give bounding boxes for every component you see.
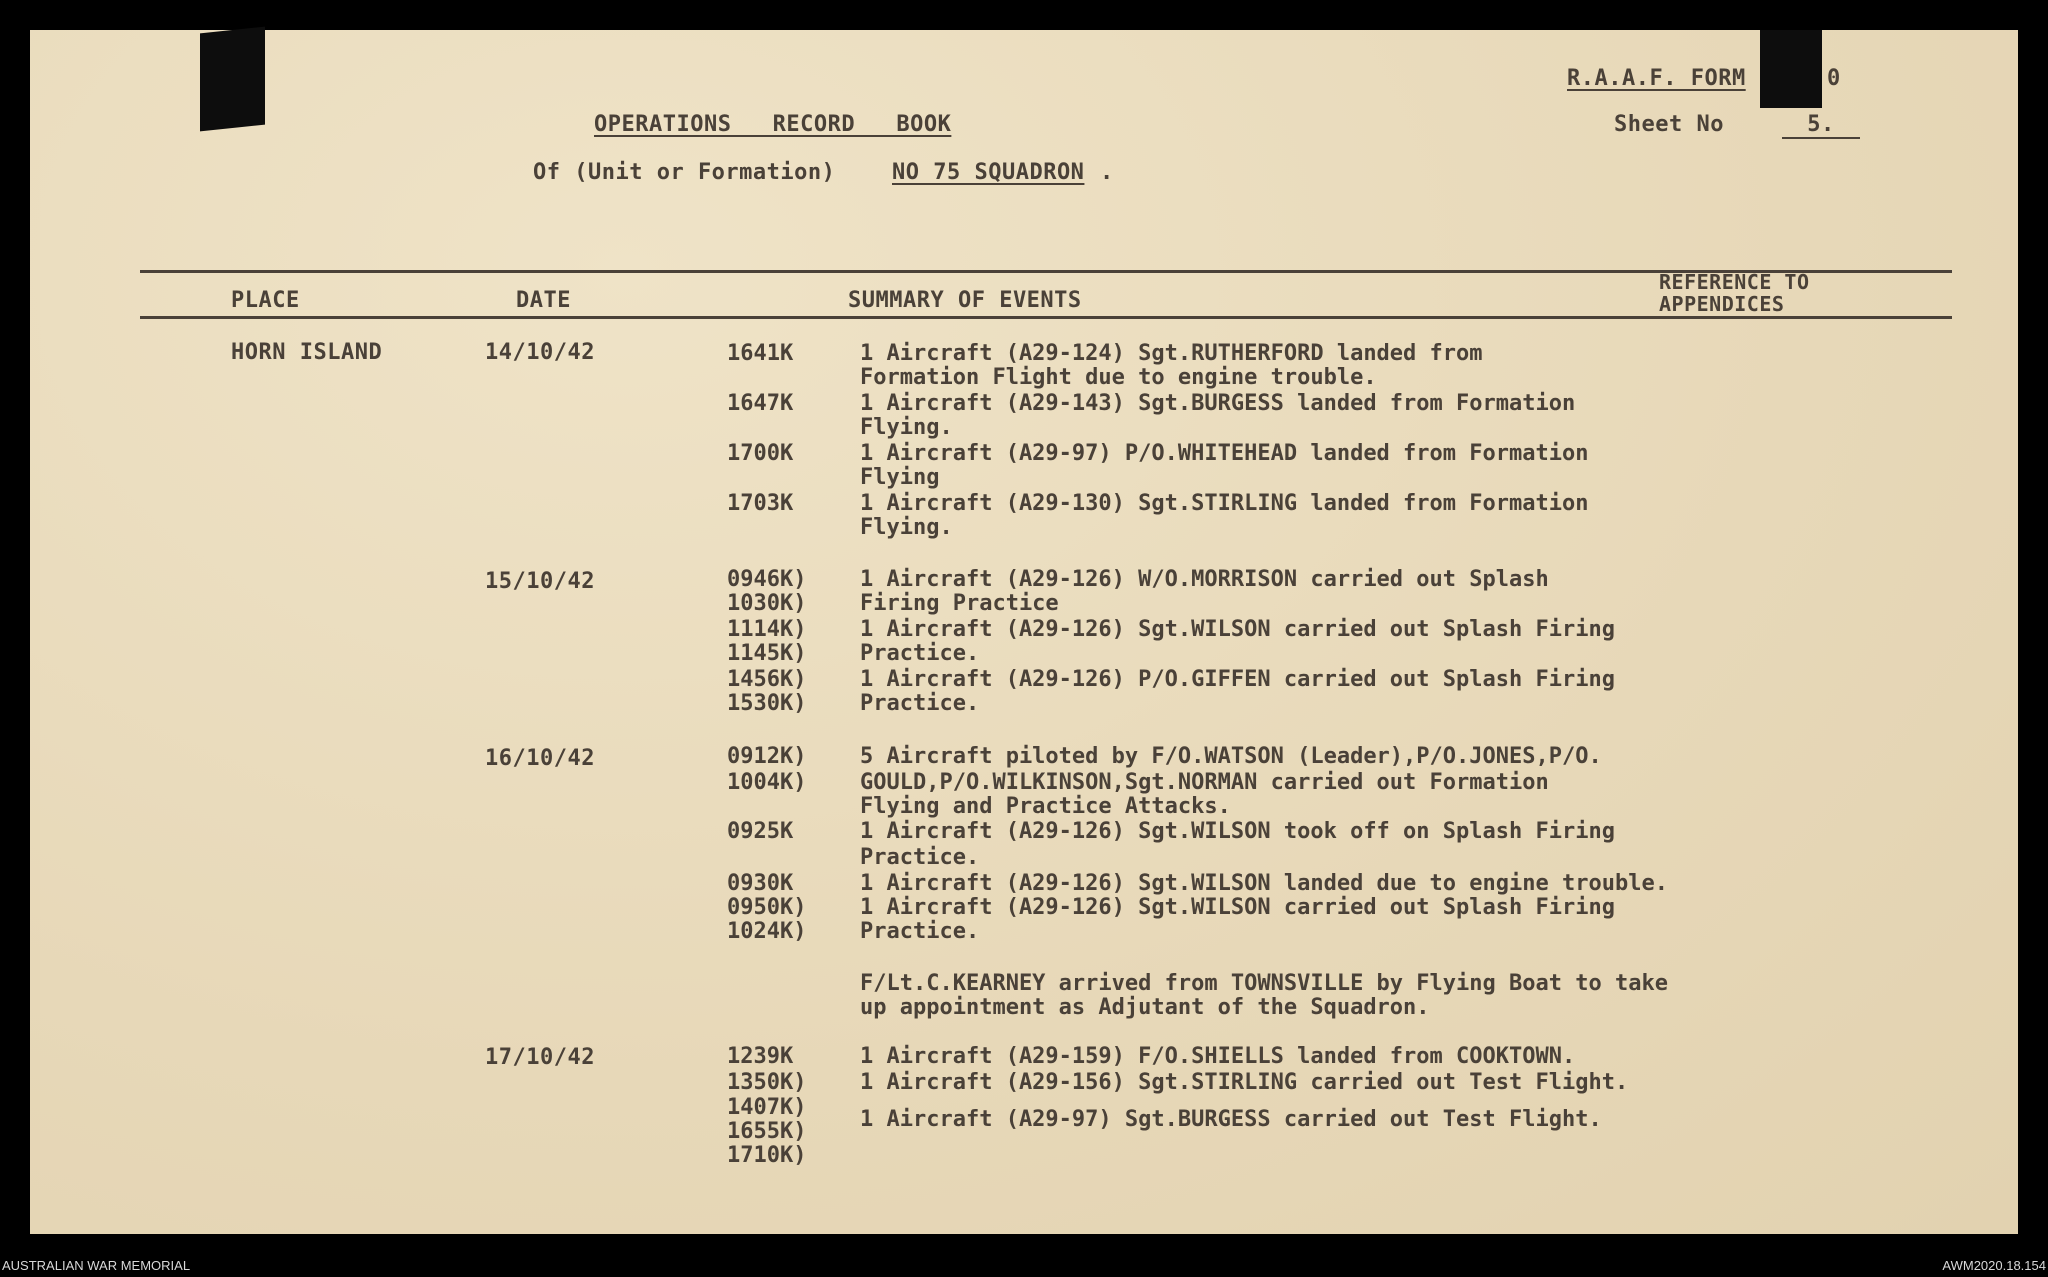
event-line: Practice.	[860, 641, 980, 666]
date-entry: 14/10/42	[485, 340, 595, 365]
record-sheet	[30, 30, 2018, 1234]
time-entry: 1004K)	[727, 770, 807, 795]
time-entry: 1456K)	[727, 667, 807, 692]
tape-left	[200, 27, 265, 132]
time-entry: 0950K)	[727, 895, 807, 920]
event-line: GOULD,P/O.WILKINSON,Sgt.NORMAN carried out Formation	[860, 770, 1549, 795]
event-line: F/Lt.C.KEARNEY arrived from TOWNSVILLE by Flying Boat to take	[860, 971, 1668, 996]
event-line: 1 Aircraft (A29-124) Sgt.RUTHERFORD landed from	[860, 341, 1483, 366]
event-line: Practice.	[860, 919, 980, 944]
time-entry: 1710K)	[727, 1143, 807, 1168]
page-title: OPERATIONS RECORD BOOK	[594, 112, 952, 137]
unit-name: NO 75 SQUADRON	[892, 160, 1085, 185]
time-entry: 0925K	[727, 819, 794, 844]
time-entry: 1030K)	[727, 591, 807, 616]
event-line: 1 Aircraft (A29-126) W/O.MORRISON carried out Splash	[860, 567, 1549, 592]
time-entry: 1647K	[727, 391, 794, 416]
event-line: Flying.	[860, 515, 953, 540]
footer-credit: AUSTRALIAN WAR MEMORIAL	[2, 1258, 191, 1273]
event-line: up appointment as Adjutant of the Squadron.	[860, 995, 1430, 1020]
time-entry: 1700K	[727, 441, 794, 466]
event-line: 1 Aircraft (A29-97) P/O.WHITEHEAD landed from Formation	[860, 441, 1589, 466]
column-header-place: PLACE	[231, 288, 300, 313]
unit-name-dot: .	[1100, 160, 1114, 185]
time-entry: 1350K)	[727, 1070, 807, 1095]
form-number-suffix: 0	[1827, 66, 1841, 91]
table-header-rule	[140, 316, 1952, 319]
time-entry: 1024K)	[727, 919, 807, 944]
event-line: Formation Flight due to engine trouble.	[860, 365, 1377, 390]
event-line: 1 Aircraft (A29-126) P/O.GIFFEN carried out Splash Firing	[860, 667, 1615, 692]
time-entry: 1239K	[727, 1044, 794, 1069]
event-line: Flying and Practice Attacks.	[860, 794, 1231, 819]
column-header-date: DATE	[516, 288, 571, 313]
event-line: Firing Practice	[860, 591, 1059, 616]
time-entry: 1114K)	[727, 617, 807, 642]
event-line: Flying	[860, 465, 940, 490]
form-number: R.A.A.F. FORM	[1567, 66, 1746, 91]
event-line: Flying.	[860, 415, 953, 440]
time-entry: 1641K	[727, 341, 794, 366]
event-line: 1 Aircraft (A29-126) Sgt.WILSON carried out Splash Firing	[860, 617, 1615, 642]
sheet-label: Sheet No	[1614, 112, 1724, 137]
event-line: 1 Aircraft (A29-159) F/O.SHIELLS landed from COOKTOWN.	[860, 1044, 1576, 1069]
time-entry: 1407K)	[727, 1095, 807, 1120]
event-line: 1 Aircraft (A29-97) Sgt.BURGESS carried out Test Flight.	[860, 1107, 1602, 1132]
time-entry: 1655K)	[727, 1119, 807, 1144]
unit-label: Of (Unit or Formation)	[533, 160, 836, 185]
event-line: 1 Aircraft (A29-126) Sgt.WILSON took off on Splash Firing	[860, 819, 1615, 844]
place-entry: HORN ISLAND	[231, 340, 383, 365]
event-line: 5 Aircraft piloted by F/O.WATSON (Leader),P/O.JONES,P/O.	[860, 744, 1602, 769]
event-line: 1 Aircraft (A29-130) Sgt.STIRLING landed from Formation	[860, 491, 1589, 516]
event-line: 1 Aircraft (A29-126) Sgt.WILSON carried out Splash Firing	[860, 895, 1615, 920]
column-header-appendices: APPENDICES	[1659, 292, 1785, 316]
time-entry: 0930K	[727, 871, 794, 896]
date-entry: 15/10/42	[485, 569, 595, 594]
footer-accession-number: AWM2020.18.154	[1942, 1258, 2046, 1273]
sheet-number: 5.	[1782, 112, 1860, 139]
event-line: Practice.	[860, 691, 980, 716]
time-entry: 0946K)	[727, 567, 807, 592]
date-entry: 16/10/42	[485, 746, 595, 771]
event-line: 1 Aircraft (A29-126) Sgt.WILSON landed due to engine trouble.	[860, 871, 1668, 896]
column-header-reference: REFERENCE TO	[1659, 270, 1810, 294]
time-entry: 1703K	[727, 491, 794, 516]
tape-right	[1760, 30, 1822, 108]
column-header-summary: SUMMARY OF EVENTS	[848, 288, 1082, 313]
time-entry: 0912K)	[727, 744, 807, 769]
event-line: Practice.	[860, 845, 980, 870]
date-entry: 17/10/42	[485, 1045, 595, 1070]
event-line: 1 Aircraft (A29-143) Sgt.BURGESS landed from Formation	[860, 391, 1576, 416]
time-entry: 1145K)	[727, 641, 807, 666]
time-entry: 1530K)	[727, 691, 807, 716]
event-line: 1 Aircraft (A29-156) Sgt.STIRLING carried out Test Flight.	[860, 1070, 1629, 1095]
